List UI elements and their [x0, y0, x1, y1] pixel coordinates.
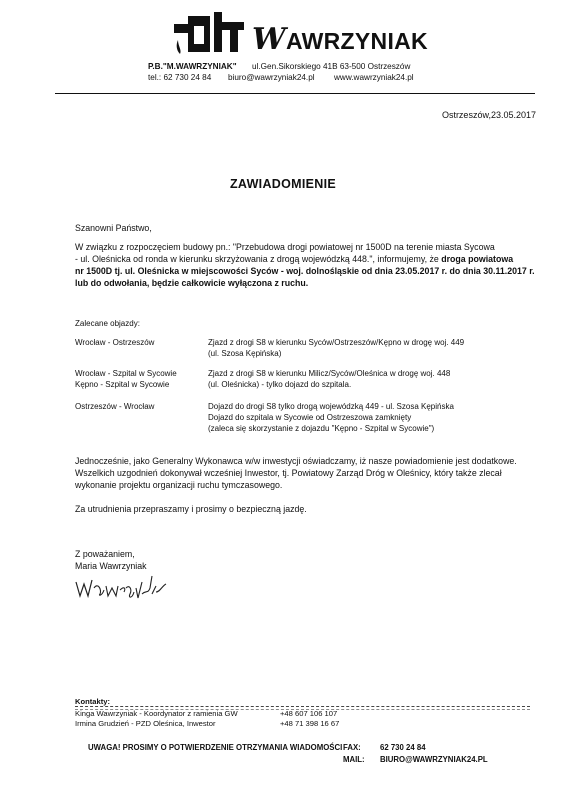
detour-desc-1b: (ul. Szosa Kępińska): [208, 349, 282, 358]
brand-rest: AWRZYNIAK: [286, 28, 428, 54]
mail-value: BIURO@WAWRZYNIAK24.PL: [380, 755, 488, 764]
detours-label: Zalecane objazdy:: [75, 319, 140, 328]
intro-line-2-text: - ul. Oleśnicka od ronda w kierunku skrzyżowania z drogą wojewódzką 448.", informujemy, że: [75, 254, 442, 264]
greeting: Szanowni Państwo,: [75, 223, 152, 233]
intro-line-2: [75, 253, 513, 265]
signature-regards: Z poważaniem,: [75, 549, 135, 559]
company-brand-name: [252, 22, 428, 57]
detour-desc-2a: Zjazd z drogi S8 w kierunku Milicz/Syców/Oleśnica w drogę woj. 448: [208, 369, 451, 378]
company-logo-mark: [174, 12, 252, 56]
contact-person-2: Irmina Grudzień - PZD Oleśnica, Inwestor: [75, 719, 216, 728]
detour-route-2a: Wrocław - Szpital w Sycowie: [75, 369, 177, 378]
detour-desc-3a: Dojazd do drogi S8 tylko drogą wojewódzką 449 - ul. Szosa Kępińska: [208, 402, 454, 411]
company-name: P.B."M.WAWRZYNIAK": [148, 62, 237, 71]
detour-route-1: Wrocław - Ostrzeszów: [75, 338, 155, 347]
detour-desc-3b: Dojazd do szpitala w Sycowie od Ostrzeszowa zamknięty: [208, 413, 412, 422]
contacts-divider: [75, 706, 530, 707]
intro-line-2-bold: droga powiatowa: [441, 254, 514, 264]
letter-date: Ostrzeszów,23.05.2017: [441, 110, 536, 120]
fax-value: 62 730 24 84: [380, 743, 426, 752]
intro-line-1: W związku z rozpoczęciem budowy pn.: "Przebudowa drogi powiatowej nr 1500D na terenie miasta Sycowa: [75, 242, 495, 252]
intro-line-3: nr 1500D tj. ul. Oleśnicka w miejscowości Syców - woj. dolnośląskie od dnia 23.05.2017 r. do dnia 30.11.2017 r.: [75, 266, 535, 276]
detour-route-3: Ostrzeszów - Wrocław: [75, 402, 155, 411]
closing-line-2: Wszelkich uzgodnień dokonywał wcześniej Inwestor, tj. Powiatowy Zarząd Dróg w Oleśnicy, który także zlecał: [75, 468, 502, 478]
header-divider: [55, 93, 535, 94]
detour-desc-2b: (ul. Oleśnicka) - tylko dojazd do szpitala.: [208, 380, 352, 389]
mail-label: MAIL:: [343, 755, 365, 764]
detour-desc-3c: (zaleca się skorzystanie z dojazdu "Kępno - Szpital w Sycowie"): [208, 424, 435, 433]
contact-person-1: Kinga Wawrzyniak - Koordynator z ramienia GW: [75, 709, 238, 718]
contact-phone-2: +48 71 398 16 67: [280, 719, 340, 728]
company-website: www.wawrzyniak24.pl: [334, 73, 414, 82]
company-email: biuro@wawrzyniak24.pl: [228, 73, 315, 82]
contact-phone-1: +48 607 106 107: [280, 709, 338, 718]
company-phone: tel.: 62 730 24 84: [148, 73, 212, 82]
company-address: ul.Gen.Sikorskiego 41B 63-500 Ostrzeszów: [252, 62, 411, 71]
brand-initial: W: [252, 22, 286, 57]
contacts-label: Kontakty:: [75, 697, 111, 706]
closing-line-1: Jednocześnie, jako Generalny Wykonawca w/w inwestycji oświadczamy, iż nasze powiadomienie jest dodatkowe.: [75, 456, 517, 466]
intro-line-4: lub do odwołania, będzie całkowicie wyłączona z ruchu.: [75, 278, 309, 288]
closing-line-3: wykonanie projektu organizacji ruchu tymczasowego.: [75, 480, 283, 490]
detour-route-2b: Kępno - Szpital w Sycowie: [75, 380, 170, 389]
letter-title: ZAWIADOMIENIE: [230, 177, 336, 191]
signature-name: Maria Wawrzyniak: [75, 561, 147, 571]
confirmation-notice: UWAGA! PROSIMY O POTWIERDZENIE OTRZYMANIA WIADOMOŚCI: [88, 743, 343, 752]
apology-line: Za utrudnienia przepraszamy i prosimy o bezpieczną jazdę.: [75, 504, 307, 514]
detour-desc-1a: Zjazd z drogi S8 w kierunku Syców/Ostrzeszów/Kępno w drogę woj. 449: [208, 338, 465, 347]
handwritten-signature: [72, 566, 172, 600]
fax-label: FAX:: [343, 743, 361, 752]
